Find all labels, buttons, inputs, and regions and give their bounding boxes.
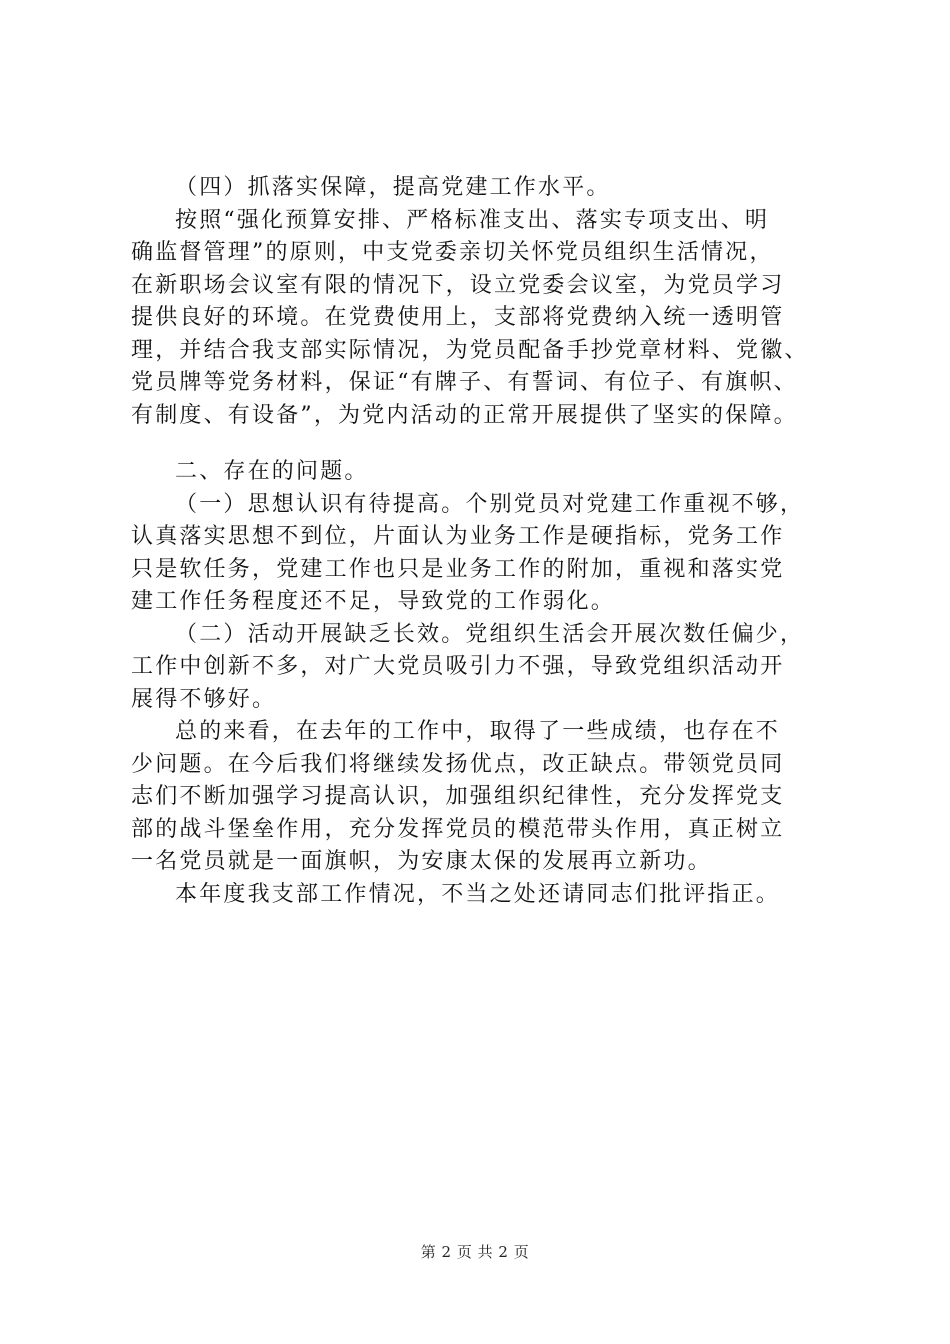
problem2-line: （二）活动开展缺乏长效。党组织生活会开展次数任偏少，: [175, 621, 805, 647]
problem1-line: （一）思想认识有待提高。个别党员对党建工作重视不够，: [175, 491, 805, 517]
page-number-footer: 第 2 页 共 2 页: [420, 1243, 530, 1261]
summary-line: 少问题。在今后我们将继续发扬优点，改正缺点。带领党员同: [131, 751, 785, 777]
problem1-line: 建工作任务程度还不足，导致党的工作弱化。: [131, 589, 616, 614]
summary-line: 志们不断加强学习提高认识，加强组织纪律性，充分发挥党支: [131, 784, 785, 809]
section4-line: 有制度、有设备”，为党内活动的正常开展提供了坚实的保障。: [131, 402, 798, 428]
summary-line: 一名党员就是一面旗帜，为安康太保的发展再立新功。: [131, 849, 712, 874]
section4-line: 提供良好的环境。在党费使用上，支部将党费纳入统一透明管: [131, 305, 785, 330]
section-spacer: [131, 432, 831, 456]
section4-line: 在新职场会议室有限的情况下，设立党委会议室，为党员学习: [131, 272, 785, 298]
problem2-line: 展得不够好。: [131, 686, 277, 712]
closing-line: 本年度我支部工作情况，不当之处还请同志们批评指正。: [175, 881, 781, 907]
document-body: [131, 172, 831, 911]
problems-heading: 二、存在的问题。: [175, 459, 369, 484]
section4-line: 党员牌等党务材料，保证“有牌子、有誓词、有位子、有旗帜、: [131, 370, 798, 395]
section4-line: 理，并结合我支部实际情况，为党员配备手抄党章材料、党徽、: [131, 337, 809, 363]
problem1-line: 只是软任务，党建工作也只是业务工作的附加，重视和落实党: [131, 556, 785, 582]
summary-line: 总的来看，在去年的工作中，取得了一些成绩，也存在不: [175, 719, 781, 744]
section4-heading: （四）抓落实保障，提高党建工作水平。: [175, 175, 611, 200]
section4-line: 按照“强化预算安排、严格标准支出、落实专项支出、明: [175, 207, 770, 233]
summary-line: 部的战斗堡垒作用，充分发挥党员的模范带头作用，真正树立: [131, 816, 785, 842]
problem2-line: 工作中创新不多，对广大党员吸引力不强，导致党组织活动开: [131, 654, 785, 679]
section4-line: 确监督管理”的原则，中支党委亲切关怀党员组织生活情况，: [131, 240, 774, 265]
problem1-line: 认真落实思想不到位，片面认为业务工作是硬指标，党务工作: [131, 524, 785, 549]
